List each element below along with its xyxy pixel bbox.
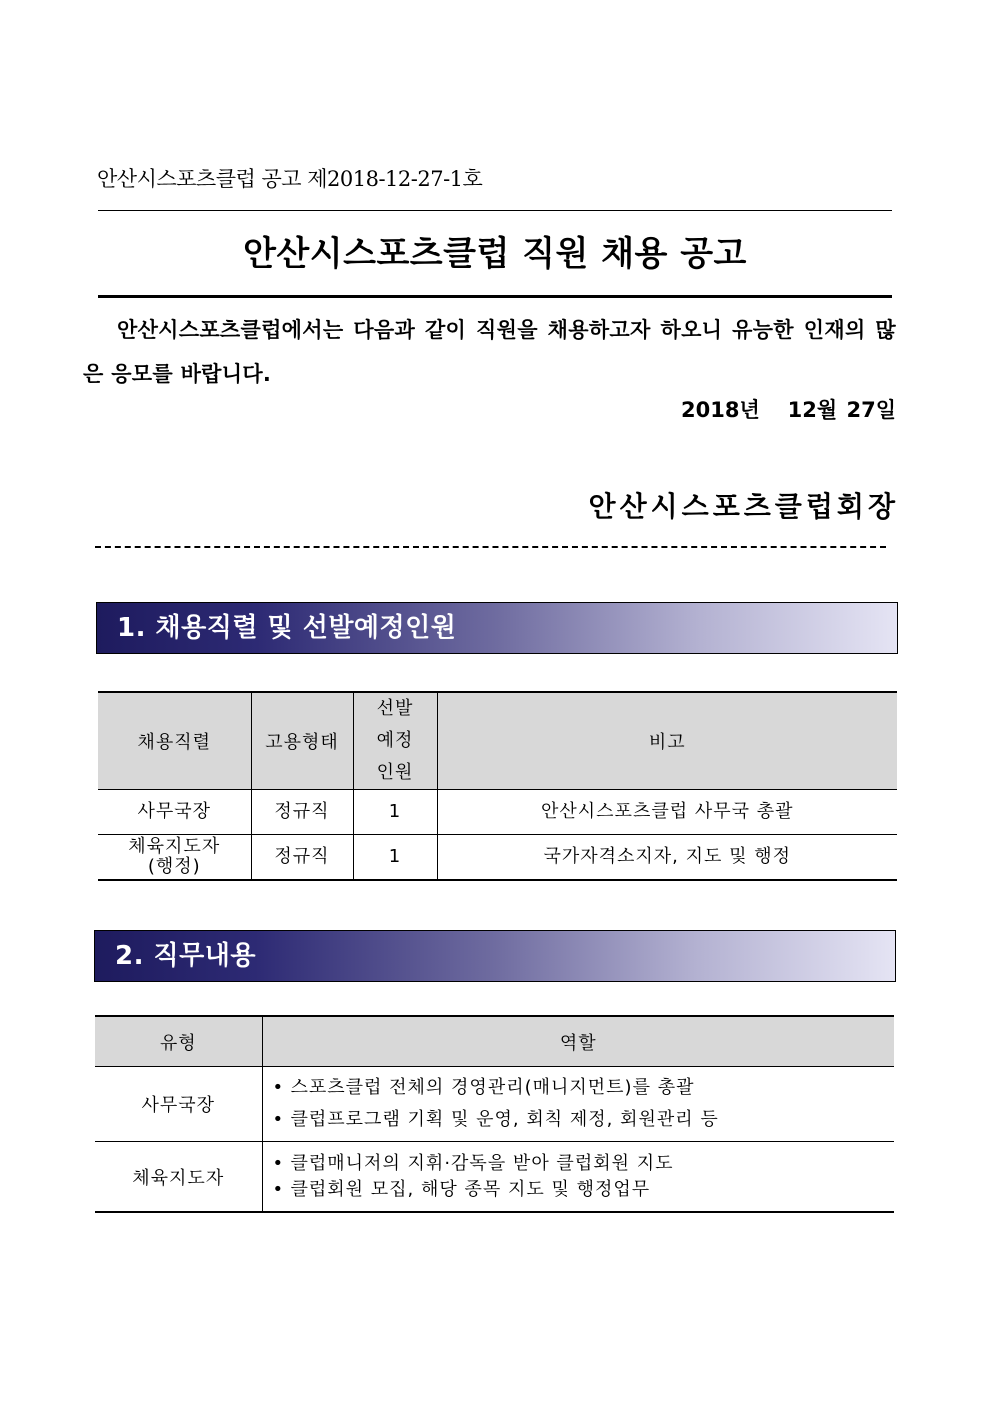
signer-name: 안산시스포츠클럽회장 — [588, 490, 899, 523]
duty-text: 클럽회원 모집, 해당 종목 지도 및 행정업무 — [290, 1178, 651, 1200]
header-headcount-line: 선발 — [376, 698, 414, 719]
cell-headcount: 1 — [353, 835, 437, 881]
intro-paragraph: 안산시스포츠클럽에서는 다음과 같이 직원을 채용하고자 하오니 유능한 인재의 많은 응모를 바랍니다. — [83, 318, 896, 386]
cell-remarks: 국가자격소지자, 지도 및 행정 — [543, 846, 792, 867]
table-row — [98, 790, 897, 835]
cell-type: 체육지도자 — [95, 1142, 262, 1213]
header-headcount — [353, 692, 437, 790]
section-heading-duties: 2. 직무내용 — [94, 930, 896, 982]
top-rule — [98, 210, 892, 211]
cell-position — [98, 835, 251, 881]
cell-employment-type: 정규직 — [251, 790, 353, 835]
table-header-row — [98, 692, 897, 790]
cell-employment-type: 정규직 — [251, 835, 353, 881]
cell-duties — [262, 1142, 894, 1213]
duty-item — [273, 1151, 895, 1177]
cell-remarks: 안산시스포츠클럽 사무국 총괄 — [437, 790, 897, 835]
section-heading-recruitment: 1. 채용직렬 및 선발예정인원 — [96, 602, 898, 654]
title-rule — [98, 295, 892, 298]
cell-position-line: 체육지도자 — [128, 836, 221, 857]
table-row — [95, 1067, 894, 1142]
bullet-icon: • — [272, 1077, 285, 1098]
header-type: 유형 — [95, 1016, 262, 1067]
cell-duties — [262, 1067, 894, 1142]
header-headcount-line: 인원 — [376, 762, 414, 783]
page-title: 안산시스포츠클럽 직원 채용 공고 — [243, 234, 747, 274]
dashed-divider — [95, 546, 886, 548]
header-role: 역할 — [262, 1016, 894, 1067]
cell-type: 사무국장 — [95, 1067, 262, 1142]
duty-text: 클럽프로그램 기획 및 운영, 회칙 제정, 회원관리 등 — [290, 1109, 719, 1130]
bullet-icon: • — [272, 1152, 285, 1174]
table-row — [95, 1142, 894, 1213]
duty-item — [273, 1072, 895, 1104]
duty-item — [273, 1104, 895, 1136]
header-employment-type: 고용형태 — [251, 692, 353, 790]
bullet-icon: • — [272, 1109, 285, 1130]
notice-number: 안산시스포츠클럽 공고 제2018-12-27-1호 — [97, 167, 483, 191]
header-position: 채용직렬 — [98, 692, 251, 790]
header-remarks: 비고 — [437, 692, 897, 790]
duty-text: 스포츠클럽 전체의 경영관리(매니지먼트)를 총괄 — [290, 1077, 695, 1098]
duties-table — [95, 1015, 894, 1213]
header-headcount-line: 예정 — [376, 730, 414, 751]
cell-position-line: (행정) — [147, 856, 201, 877]
cell-position: 사무국장 — [98, 790, 251, 835]
notice-date: 2018년 12월 27일 — [681, 398, 896, 422]
table-row — [98, 835, 897, 881]
table-header-row — [95, 1016, 894, 1067]
bullet-icon: • — [272, 1178, 285, 1200]
duty-item — [273, 1177, 895, 1203]
duty-text: 클럽매니저의 지휘·감독을 받아 클럽회원 지도 — [290, 1152, 674, 1174]
recruitment-table — [98, 691, 897, 881]
cell-headcount: 1 — [353, 790, 437, 835]
